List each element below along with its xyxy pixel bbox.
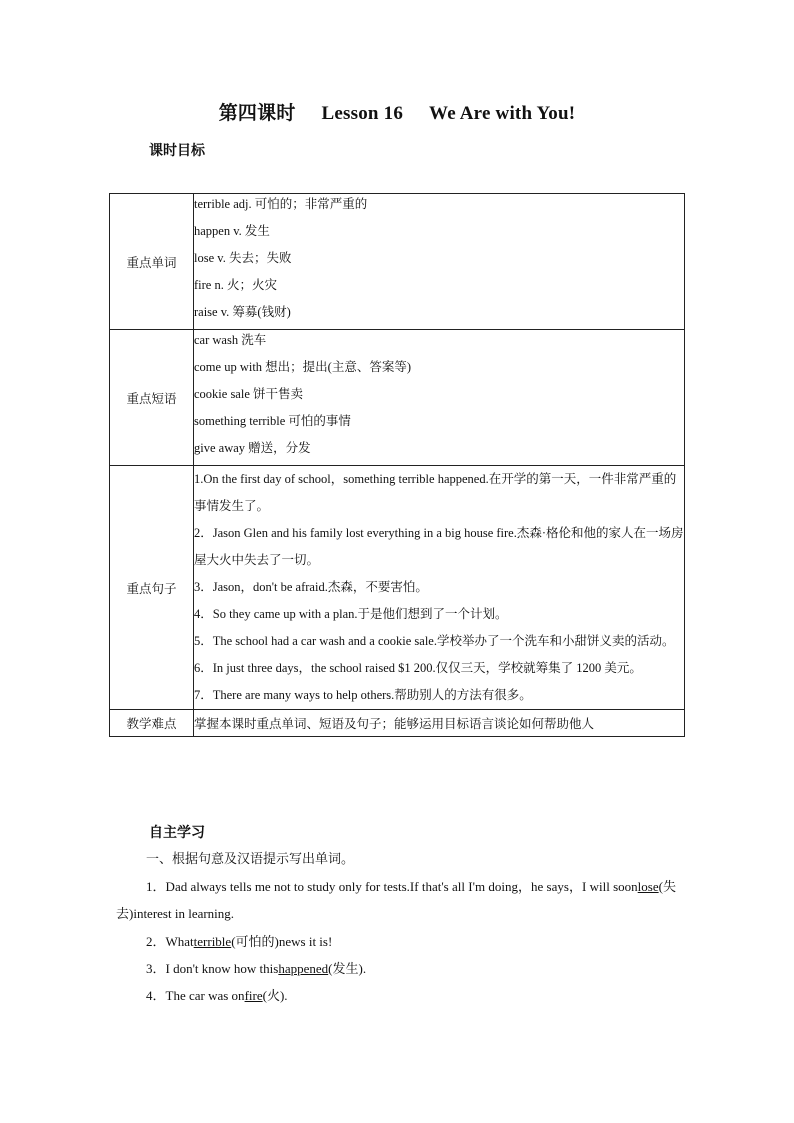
exercise-hint: (可怕的)news it is! [231, 934, 333, 949]
sentence-item: 2．Jason Glen and his family lost everything in a big house fire.杰森·格伦和他的家人在一场房屋大火中失去了一切。 [194, 526, 684, 567]
sentence-item: 6．In just three days，the school raised $1 200.仅仅三天，学校就筹集了 1200 美元。 [194, 661, 642, 675]
exercise-item [116, 955, 676, 982]
exercise-text: 2．What [146, 934, 194, 949]
row-category: 教学难点 [110, 710, 194, 737]
phrase-item: give away 赠送，分发 [194, 441, 311, 455]
difficulty-text: 掌握本课时重点单词、短语及句子；能够运用目标语言谈论如何帮助他人 [194, 710, 685, 737]
sentence-item: 7．There are many ways to help others.帮助别人的方法有很多。 [194, 688, 532, 702]
exercise-hint: (火). [262, 988, 288, 1003]
exercise-item [116, 873, 676, 927]
exercise-item [116, 928, 676, 955]
exercise-answer: lose [637, 879, 659, 894]
phrase-item: cookie sale 饼干售卖 [194, 387, 304, 401]
section-heading-self-study: 自主学习 [149, 825, 205, 841]
table-row [110, 194, 685, 330]
exercise-text: 3．I don't know how this [146, 961, 279, 976]
vocab-item: terrible adj. 可怕的；非常严重的 [194, 197, 368, 211]
exercise-heading [116, 846, 676, 873]
vocab-item: fire n. 火；火灾 [194, 278, 277, 292]
vocab-item: lose v. 失去；失败 [194, 251, 292, 265]
section-heading-goals: 课时目标 [149, 143, 205, 159]
page-title [0, 98, 794, 125]
sentence-item: 1.On the first day of school，something terrible happened.在开学的第一天，一件非常严重的事情发生了。 [194, 472, 677, 513]
row-category: 重点句子 [110, 466, 194, 710]
row-category: 重点短语 [110, 330, 194, 466]
title-lesson-name: We Are with You! [429, 103, 576, 124]
exercise-answer: fire [244, 988, 263, 1003]
row-category: 重点单词 [110, 194, 194, 330]
sentence-item: 3．Jason，don't be afraid.杰森，不要害怕。 [194, 580, 428, 594]
exercise-hint: (失去)interest in learning. [116, 879, 676, 921]
title-lesson-code: Lesson 16 [321, 103, 404, 124]
exercise-text: 4．The car was on [146, 988, 245, 1003]
vocab-item: happen v. 发生 [194, 224, 270, 238]
table-row [110, 710, 685, 737]
sentence-item: 4．So they came up with a plan.于是他们想到了一个计划。 [194, 607, 508, 621]
exercise-text: 1．Dad always tells me not to study only for tests.If that's all I'm doing，he says，I will soon [146, 879, 638, 894]
exercise-hint: (发生). [328, 961, 367, 976]
table-row [110, 466, 685, 710]
vocab-item: raise v. 筹募(钱财) [194, 305, 291, 319]
title-lesson-number: 第四课时 [218, 103, 296, 124]
exercise-answer: terrible [193, 934, 232, 949]
exercise-heading-text: 一、根据句意及汉语提示写出单词。 [146, 852, 355, 867]
phrase-item: car wash 洗车 [194, 333, 267, 347]
table-row [110, 330, 685, 466]
exercise-item [116, 982, 676, 1009]
goals-table [109, 193, 685, 737]
exercise-answer: happened [278, 961, 329, 976]
phrase-item: something terrible 可怕的事情 [194, 414, 351, 428]
sentence-item: 5．The school had a car wash and a cookie sale.学校举办了一个洗车和小甜饼义卖的活动。 [194, 634, 675, 648]
phrase-item: come up with 想出；提出(主意、答案等) [194, 360, 411, 374]
